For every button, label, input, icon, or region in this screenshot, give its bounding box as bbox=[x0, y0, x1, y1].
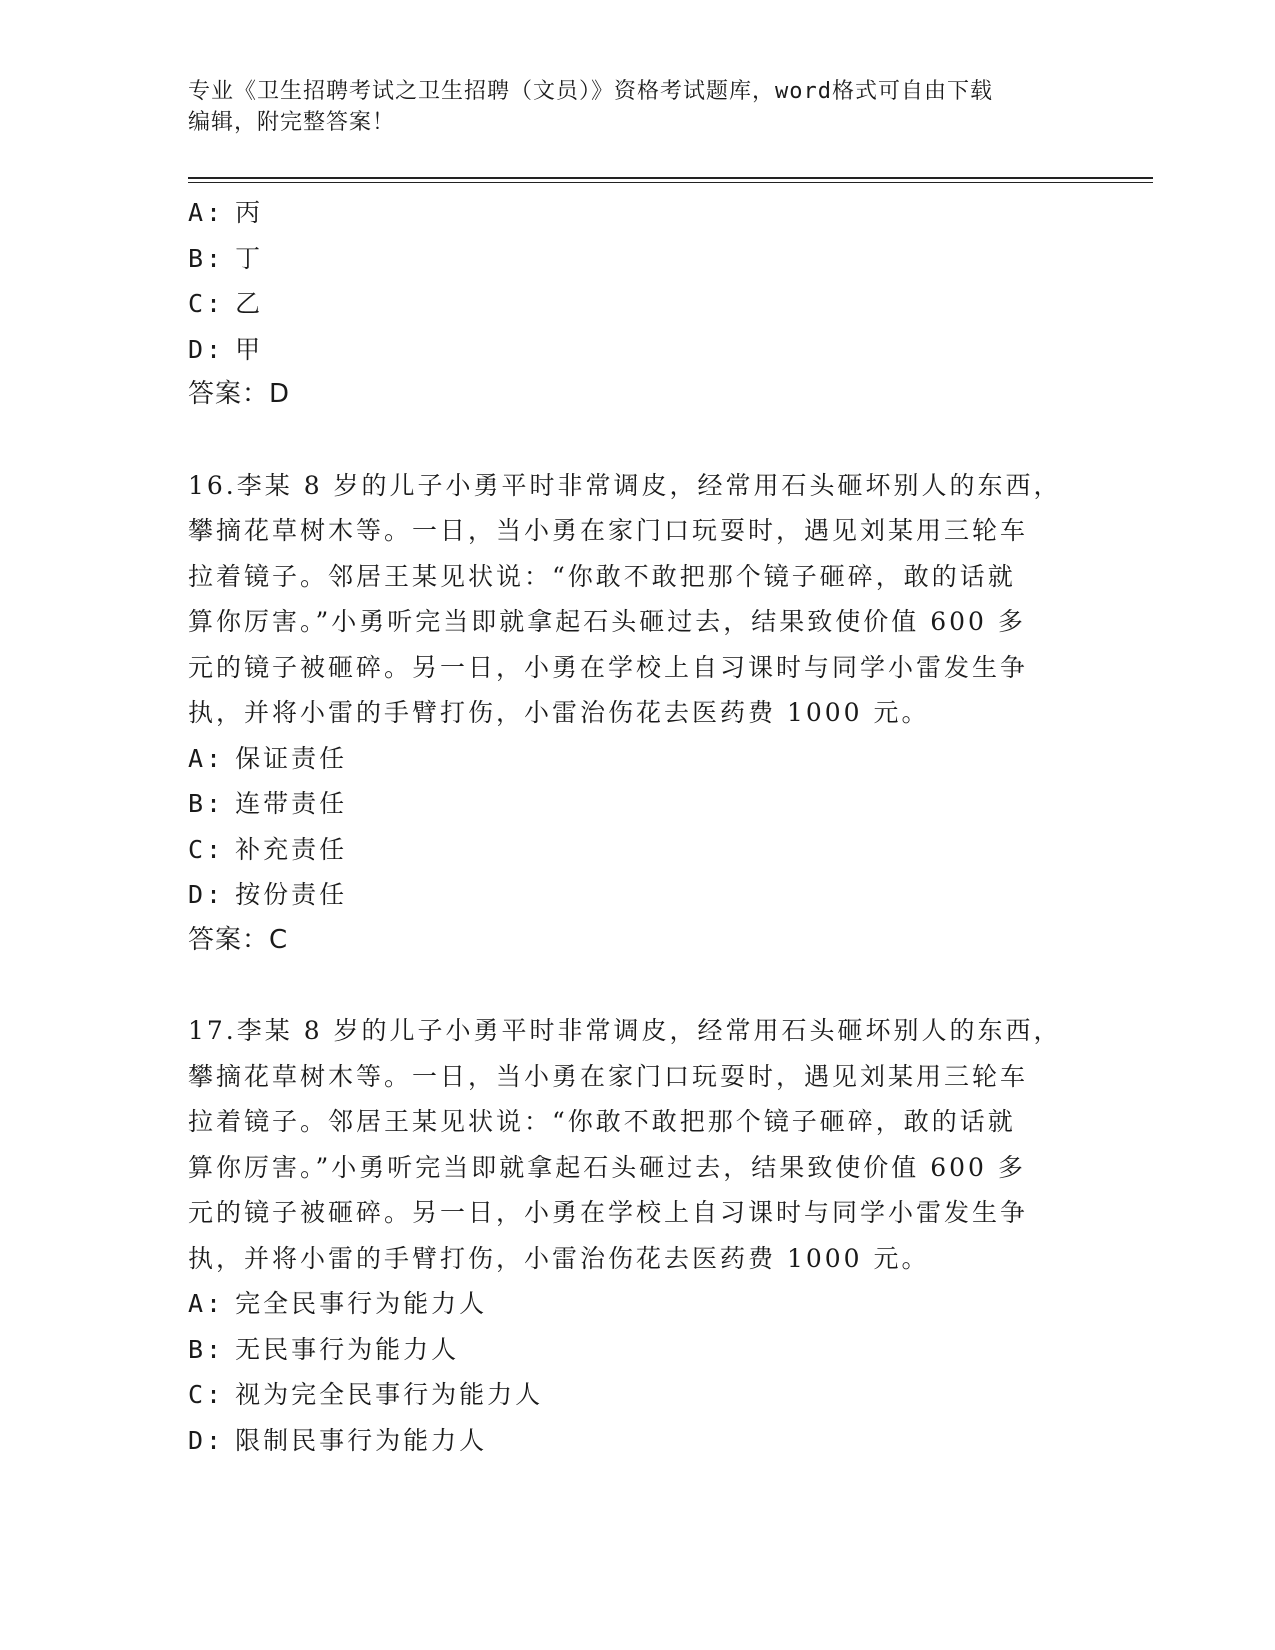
option-b: B: 丁 bbox=[188, 243, 264, 273]
option-d: D: 甲 bbox=[188, 334, 264, 364]
question-17 bbox=[188, 1008, 1068, 1463]
option-b: B: 无民事行为能力人 bbox=[188, 1334, 460, 1364]
header-line-2: 编辑，附完整答案！ bbox=[188, 110, 396, 135]
question-text: 16.李某 8 岁的儿子小勇平时非常调皮，经常用石头砸坏别人的东西， 攀摘花草树木等。一日，当小勇在家门口玩耍时，遇见刘某用三轮车 拉着镜子。邻居王某见状说：“你敢不敢把那个镜子砸碎，敢的话就 算你厉害。”小勇听完当即就拿起石头砸过去，结果致使价值 600 多 元的镜子被砸碎。另一日，小勇在学校上自习课时与同学小雷发生争 执，并将小雷的手臂打伤，小雷治伤花去医药费 1000 元。 bbox=[188, 470, 1062, 727]
answer-line: 答案：D bbox=[188, 379, 291, 409]
option-b: B: 连带责任 bbox=[188, 789, 348, 818]
document-header bbox=[188, 76, 1088, 138]
option-a: A: 保证责任 bbox=[188, 743, 348, 773]
document-body bbox=[188, 190, 1068, 1463]
header-line-1: 专业《卫生招聘考试之卫生招聘（文员）》资格考试题库，word格式可自由下载 bbox=[188, 79, 993, 104]
option-a: A: 完全民事行为能力人 bbox=[188, 1289, 488, 1318]
option-d: D: 按份责任 bbox=[188, 880, 348, 909]
option-c: C: 补充责任 bbox=[188, 834, 348, 864]
answer-line: 答案：C bbox=[188, 924, 289, 955]
option-d: D: 限制民事行为能力人 bbox=[188, 1425, 488, 1455]
prev-question-options bbox=[188, 190, 1068, 372]
option-c: C: 视为完全民事行为能力人 bbox=[188, 1380, 544, 1409]
header-divider bbox=[188, 177, 1153, 183]
option-c: C: 乙 bbox=[188, 289, 264, 318]
option-a: A: 丙 bbox=[188, 198, 264, 227]
question-text: 17.李某 8 岁的儿子小勇平时非常调皮，经常用石头砸坏别人的东西， 攀摘花草树木等。一日，当小勇在家门口玩耍时，遇见刘某用三轮车 拉着镜子。邻居王某见状说：“你敢不敢把那个镜子砸碎，敢的话就 算你厉害。”小勇听完当即就拿起石头砸过去，结果致使价值 600 多 元的镜子被砸碎。另一日，小勇在学校上自习课时与同学小雷发生争 执，并将小雷的手臂打伤，小雷治伤花去医药费 1000 元。 bbox=[188, 1016, 1062, 1273]
question-16 bbox=[188, 463, 1068, 964]
